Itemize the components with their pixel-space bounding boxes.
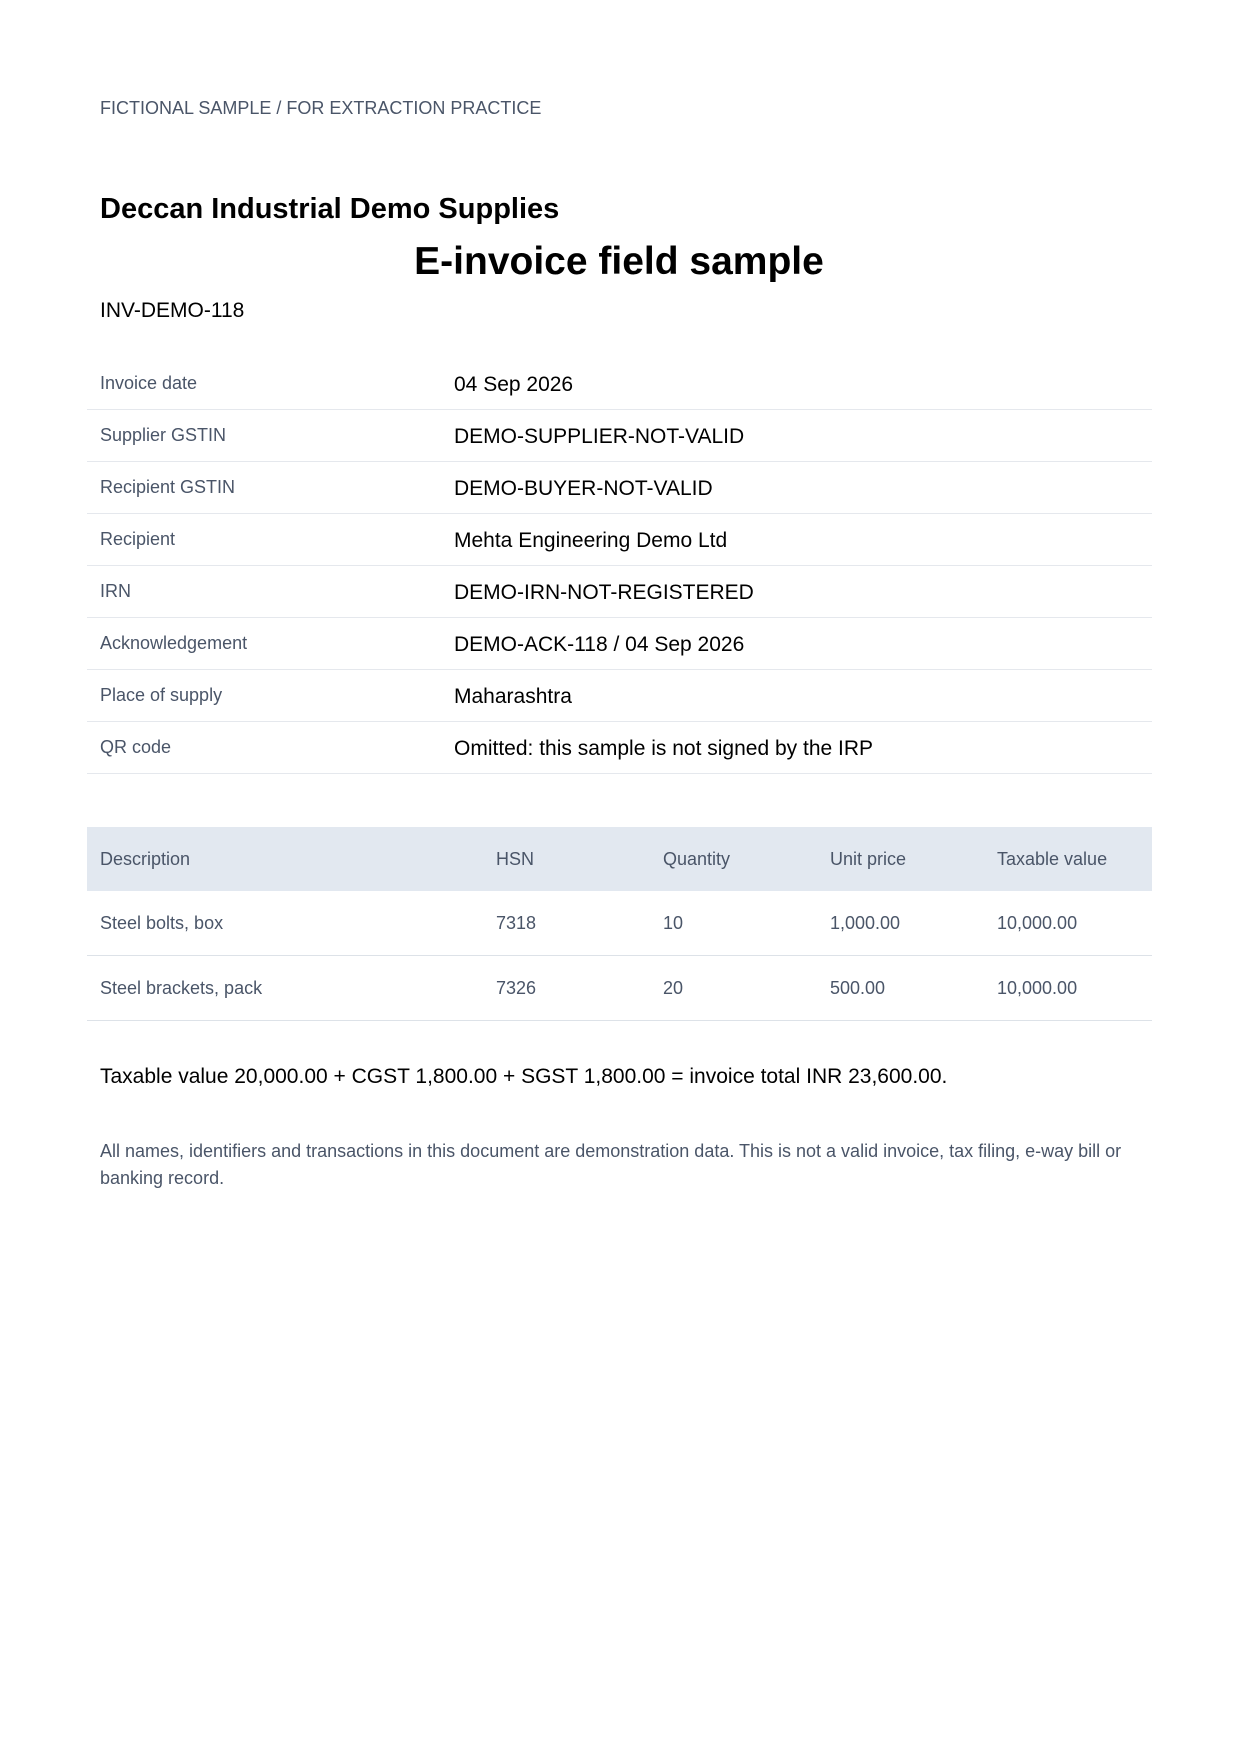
field-value: DEMO-IRN-NOT-REGISTERED <box>454 581 754 604</box>
company-name: Deccan Industrial Demo Supplies <box>100 193 560 225</box>
field-value: 04 Sep 2026 <box>454 373 574 396</box>
invoice-total-summary: Taxable value 20,000.00 + CGST 1,800.00 + SGST 1,800.00 = invoice total INR 23,600.00. <box>100 1065 948 1088</box>
column-header-unit-price: Unit price <box>817 827 984 891</box>
table-row <box>87 956 1152 1021</box>
field-label: Recipient GSTIN <box>100 477 236 497</box>
cell-quantity: 20 <box>650 956 817 1021</box>
cell-unit-price: 1,000.00 <box>817 891 984 956</box>
invoice-number: INV-DEMO-118 <box>100 299 245 322</box>
document-title: E-invoice field sample <box>414 240 824 283</box>
field-row-recipient <box>87 514 1152 566</box>
cell-hsn: 7326 <box>483 956 650 1021</box>
field-label: Supplier GSTIN <box>100 425 227 445</box>
field-label: Acknowledgement <box>100 633 248 653</box>
field-row-place-of-supply <box>87 670 1152 722</box>
field-value: Maharashtra <box>454 685 572 708</box>
disclaimer-note: All names, identifiers and transactions in this document are demonstration data. This is not a valid invoice, tax filing, e-way bill or banking record. <box>100 1141 1122 1188</box>
field-label: Invoice date <box>100 373 198 393</box>
cell-description: Steel bolts, box <box>87 891 483 956</box>
field-value: DEMO-BUYER-NOT-VALID <box>454 477 713 500</box>
cell-taxable-value: 10,000.00 <box>984 956 1152 1021</box>
column-header-quantity: Quantity <box>650 827 817 891</box>
field-row-irn <box>87 566 1152 618</box>
cell-quantity: 10 <box>650 891 817 956</box>
field-row-qr-code <box>87 722 1152 774</box>
column-header-hsn: HSN <box>483 827 650 891</box>
field-row-supplier-gstin <box>87 410 1152 462</box>
cell-unit-price: 500.00 <box>817 956 984 1021</box>
field-label: Place of supply <box>100 685 223 705</box>
field-row-invoice-date <box>87 358 1152 410</box>
sample-banner: FICTIONAL SAMPLE / FOR EXTRACTION PRACTICE <box>100 98 542 118</box>
field-value: DEMO-SUPPLIER-NOT-VALID <box>454 425 745 448</box>
cell-taxable-value: 10,000.00 <box>984 891 1152 956</box>
column-header-taxable-value: Taxable value <box>984 827 1152 891</box>
cell-description: Steel brackets, pack <box>87 956 483 1021</box>
field-value: Omitted: this sample is not signed by the IRP <box>454 737 874 760</box>
invoice-fields <box>87 358 1152 774</box>
field-value: DEMO-ACK-118 / 04 Sep 2026 <box>454 633 745 656</box>
field-label: IRN <box>100 581 131 601</box>
field-label: Recipient <box>100 529 176 549</box>
field-value: Mehta Engineering Demo Ltd <box>454 529 728 552</box>
field-row-acknowledgement <box>87 618 1152 670</box>
field-row-recipient-gstin <box>87 462 1152 514</box>
column-header-description: Description <box>87 827 483 891</box>
cell-hsn: 7318 <box>483 891 650 956</box>
table-header-row <box>87 827 1152 891</box>
table-row <box>87 891 1152 956</box>
field-label: QR code <box>100 737 172 757</box>
line-items-table <box>87 827 1152 1021</box>
